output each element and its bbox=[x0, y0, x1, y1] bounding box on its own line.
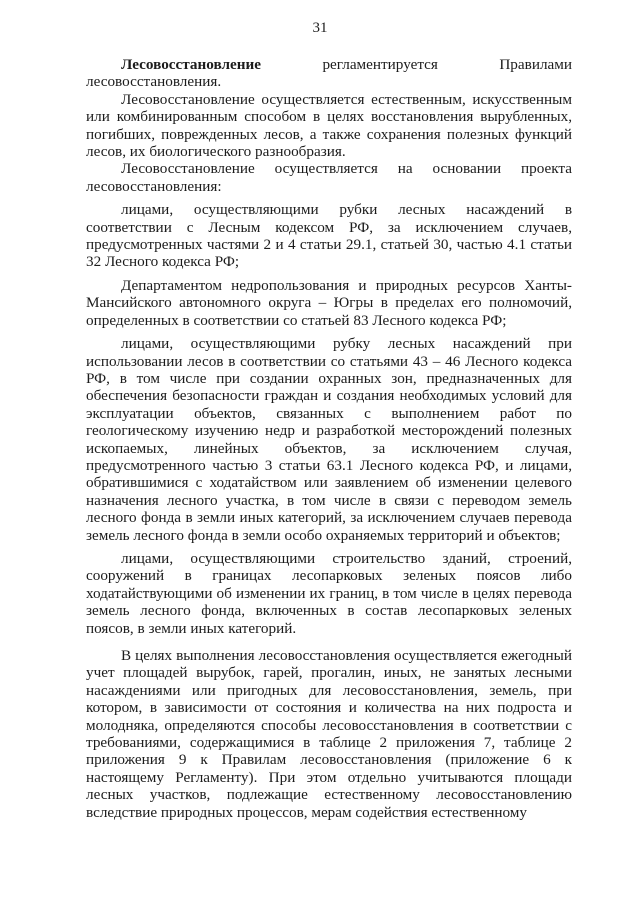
list-item-logging-persons: лицами, осуществляющими рубки лесных насаждений в соответствии с Лесным кодексом РФ, за исключением случаев, предусмотренных частями 2 и 4 статьи 29.1, статьей 30, частью 4.1 статьи 32 Лесного кодекса РФ; bbox=[86, 201, 572, 271]
paragraph-forest-regulation bbox=[86, 56, 572, 91]
term-bold: Лесовосстановление bbox=[121, 56, 261, 73]
paragraph-text: регламентируется Правилами лесовосстановления. bbox=[86, 56, 572, 91]
list-item-forest-use-persons: лицами, осуществляющими рубку лесных насаждений при использовании лесов в соответствии со статьями 43 – 46 Лесного кодекса РФ, в том числе при создании охранных зон, предназначенных для обеспечения безопасности граждан и создания необходимых условий для эксплуатации объектов, связанных с выполнением работ по геологическому изучению недр и разработкой месторождений полезных ископаемых, линейных объектов, за исключением случая, предусмотренного частью 3 статьи 63.1 Лесного кодекса РФ, и лицами, обратившимися с ходатайством или заявлением об изменении целевого назначения лесного участка, в том числе в связи с переводом земель лесного фонда в земли иных категорий, за исключением случаев перевода земель лесного фонда в земли особо охраняемых территорий и объектов; bbox=[86, 335, 572, 544]
paragraph-methods: Лесовосстановление осуществляется естественным, искусственным или комбинированным способом в целях восстановления вырубленных, погибших, поврежденных лесов, а также сохранения полезных функций лесов, их биологического разнообразия. bbox=[86, 90, 572, 161]
page-number: 31 bbox=[312, 20, 328, 36]
list-item-department: Департаментом недропользования и природных ресурсов Ханты-Мансийского автономного округа – Югры в пределах его полномочий, определенных в соответствии со статьей 83 Лесного кодекса РФ; bbox=[86, 276, 572, 329]
paragraph-annual-accounting: В целях выполнения лесовосстановления осуществляется ежегодный учет площадей вырубок, гарей, прогалин, иных, не занятых лесными насаждениями или пригодных для лесовосстановления, земель, при котором, в зависимости от состояния и количества на них подроста и молодняка, определяются способы лесовосстановления в соответствии с требованиями, содержащимися в таблице 2 приложения 7, таблице 2 приложения 9 к Правилам лесовосстановления (приложение 6 к настоящему Регламенту). При этом отдельно учитываются площади лесных участков, подлежащие естественному лесовосстановлению вследствие природных процессов, мерам содействия естественному bbox=[86, 647, 572, 821]
list-item-construction-persons: лицами, осуществляющими строительство зданий, строений, сооружений в границах лесопарковых зеленых поясов либо ходатайствующими об изменении их границ, в том числе в целях перевода земель лесного фонда, включенных в состав лесопарковых зеленых поясов, в земли иных категорий. bbox=[86, 549, 572, 637]
paragraph-basis: Лесовосстановление осуществляется на основании проекта лесовосстановления: bbox=[86, 160, 572, 195]
document-body bbox=[86, 56, 572, 821]
